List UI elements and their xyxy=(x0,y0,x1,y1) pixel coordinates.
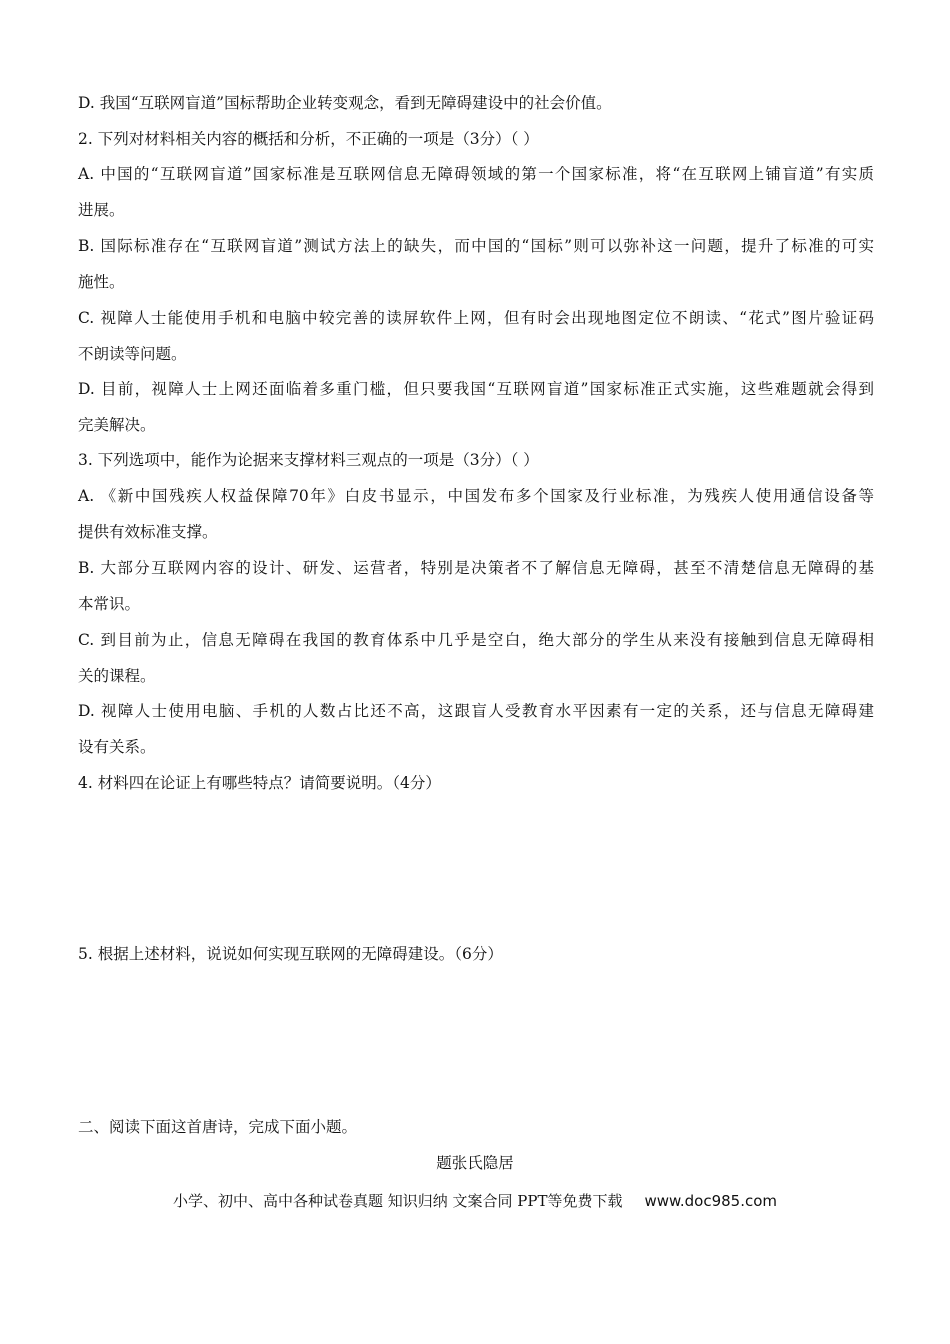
q3-option-c-line2: 关的课程。 xyxy=(78,667,156,685)
q3-option-c-line1: C. 到目前为止，信息无障碍在我国的教育体系中几乎是空白，绝大部分的学生从来没有接触到信息无障碍相 xyxy=(78,631,874,649)
footer-url[interactable]: www.doc985.com xyxy=(644,1192,778,1210)
q2-option-c-line1: C. 视障人士能使用手机和电脑中较完善的读屏软件上网，但有时会出现地图定位不朗读、“花式”图片验证码 xyxy=(78,309,874,327)
q2-option-c-line2: 不朗读等问题。 xyxy=(78,345,187,363)
poem-title: 题张氏隐居 xyxy=(436,1154,514,1172)
q3-option-d-line1: D. 视障人士使用电脑、手机的人数占比还不高，这跟盲人受教育水平因素有一定的关系，还与信息无障碍建 xyxy=(78,702,874,720)
q2-option-a-line2: 进展。 xyxy=(78,201,125,219)
q3-option-a-line1: A. 《新中国残疾人权益保障70年》白皮书显示，中国发布多个国家及行业标准，为残疾人使用通信设备等 xyxy=(78,487,874,505)
q3-option-b-line2: 本常识。 xyxy=(78,595,141,613)
footer-text: 小学、初中、高中各种试卷真题 知识归纳 文案合同 PPT等免费下载 xyxy=(172,1192,623,1210)
question-4: 4. 材料四在论证上有哪些特点？请简要说明。（4分） xyxy=(78,774,441,792)
q2-option-b-line1: B. 国际标准存在“互联网盲道”测试方法上的缺失，而中国的“国标”则可以弥补这一问题，提升了标准的可实 xyxy=(78,237,874,255)
footer xyxy=(0,1191,950,1211)
question-5: 5. 根据上述材料，说说如何实现互联网的无障碍建设。（6分） xyxy=(78,945,503,963)
option-d-q1: D. 我国“互联网盲道”国标帮助企业转变观念，看到无障碍建设中的社会价值。 xyxy=(78,94,612,112)
q3-option-a-line2: 提供有效标准支撑。 xyxy=(78,523,218,541)
q2-option-d-line1: D. 目前，视障人士上网还面临着多重门槛，但只要我国“互联网盲道”国家标准正式实施，这些难题就会得到 xyxy=(78,380,874,398)
question-2: 2. 下列对材料相关内容的概括和分析，不正确的一项是（3分）（ ） xyxy=(78,130,539,148)
q3-option-b-line1: B. 大部分互联网内容的设计、研发、运营者，特别是决策者不了解信息无障碍，甚至不清楚信息无障碍的基 xyxy=(78,559,874,577)
q3-option-d-line2: 设有关系。 xyxy=(78,738,156,756)
q2-option-d-line2: 完美解决。 xyxy=(78,416,156,434)
q2-option-b-line2: 施性。 xyxy=(78,273,125,291)
section-heading: 二、阅读下面这首唐诗，完成下面小题。 xyxy=(78,1118,358,1136)
question-3: 3. 下列选项中，能作为论据来支撑材料三观点的一项是（3分）（ ） xyxy=(78,451,539,469)
q2-option-a-line1: A. 中国的“互联网盲道”国家标准是互联网信息无障碍领域的第一个国家标准，将“在互联网上铺盲道”有实质 xyxy=(78,165,874,183)
